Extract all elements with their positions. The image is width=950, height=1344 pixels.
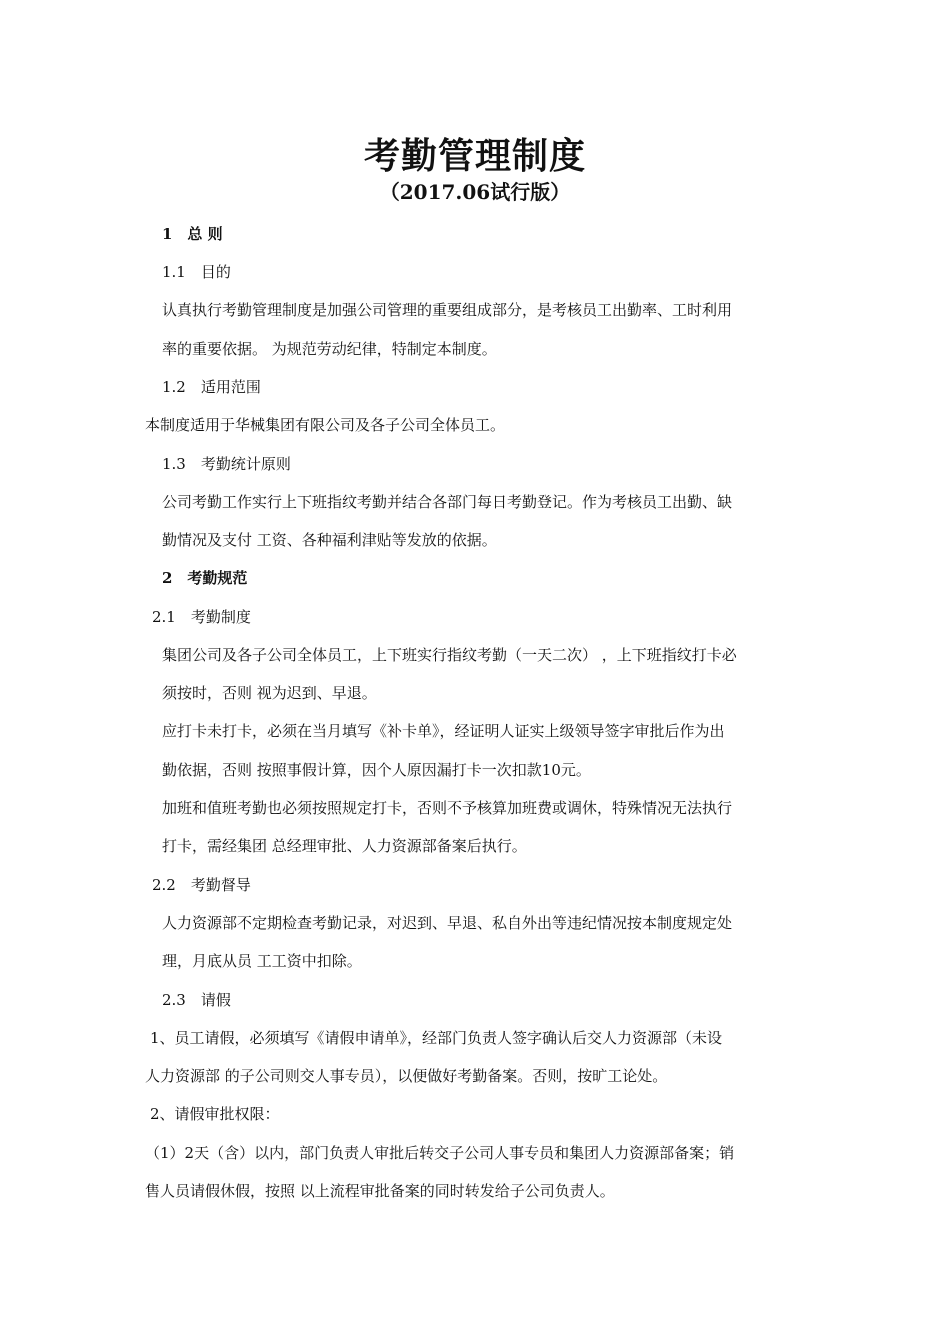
section-heading-general: 1 总 则 xyxy=(162,225,223,243)
paragraph-line: 勤依据，否则 按照事假计算，因个人原因漏打卡一次扣款10元。 xyxy=(162,761,591,779)
section-heading-attendance: 2 考勤规范 xyxy=(162,569,248,587)
paragraph-line: 2、请假审批权限： xyxy=(150,1105,280,1123)
paragraph-line: 人力资源部 的子公司则交人事专员），以便做好考勤备案。否则，按旷工论处。 xyxy=(145,1067,668,1085)
paragraph-line: 理，月底从员 工工资中扣除。 xyxy=(162,952,362,970)
paragraph-line: 须按时，否则 视为迟到、早退。 xyxy=(162,684,377,702)
subsection-heading-purpose: 1.1 目的 xyxy=(162,263,231,281)
document-title: 考勤管理制度 xyxy=(363,135,586,177)
subsection-heading-system: 2.1 考勤制度 xyxy=(152,608,251,626)
paragraph-line: 认真执行考勤管理制度是加强公司管理的重要组成部分，是考核员工出勤率、工时利用 xyxy=(162,301,733,319)
paragraph-line: 勤情况及支付 工资、各种福利津贴等发放的依据。 xyxy=(162,531,497,549)
paragraph-line: 本制度适用于华械集团有限公司及各子公司全体员工。 xyxy=(145,416,506,434)
paragraph-line: 公司考勤工作实行上下班指纹考勤并结合各部门每日考勤登记。作为考核员工出勤、缺 xyxy=(162,493,733,511)
paragraph-line: 售人员请假休假，按照 以上流程审批备案的同时转发给子公司负责人。 xyxy=(145,1182,615,1200)
paragraph-line: 应打卡未打卡，必须在当月填写《补卡单》，经证明人证实上级领导签字审批后作为出 xyxy=(162,722,725,740)
paragraph-line: 人力资源部不定期检查考勤记录，对迟到、早退、私自外出等违纪情况按本制度规定处 xyxy=(162,914,733,932)
paragraph-line: 1、员工请假，必须填写《请假申请单》，经部门负责人签字确认后交人力资源部（未设 xyxy=(150,1029,723,1047)
subsection-heading-leave: 2.3 请假 xyxy=(162,991,231,1009)
subsection-heading-supervision: 2.2 考勤督导 xyxy=(152,876,251,894)
paragraph-line: 率的重要依据。 为规范劳动纪律，特制定本制度。 xyxy=(162,340,497,358)
paragraph-line: （1）2天（含）以内，部门负责人审批后转交子公司人事专员和集团人力资源部备案；销 xyxy=(145,1144,735,1162)
document-subtitle: （2017.06试行版） xyxy=(379,180,571,204)
paragraph-line: 打卡，需经集团 总经理审批、人力资源部备案后执行。 xyxy=(162,837,527,855)
subsection-heading-scope: 1.2 适用范围 xyxy=(162,378,261,396)
paragraph-line: 加班和值班考勤也必须按照规定打卡，否则不予核算加班费或调休，特殊情况无法执行 xyxy=(162,799,733,817)
subsection-heading-principle: 1.3 考勤统计原则 xyxy=(162,455,291,473)
paragraph-line: 集团公司及各子公司全体员工，上下班实行指纹考勤（一天二次） ，上下班指纹打卡必 xyxy=(162,646,737,664)
